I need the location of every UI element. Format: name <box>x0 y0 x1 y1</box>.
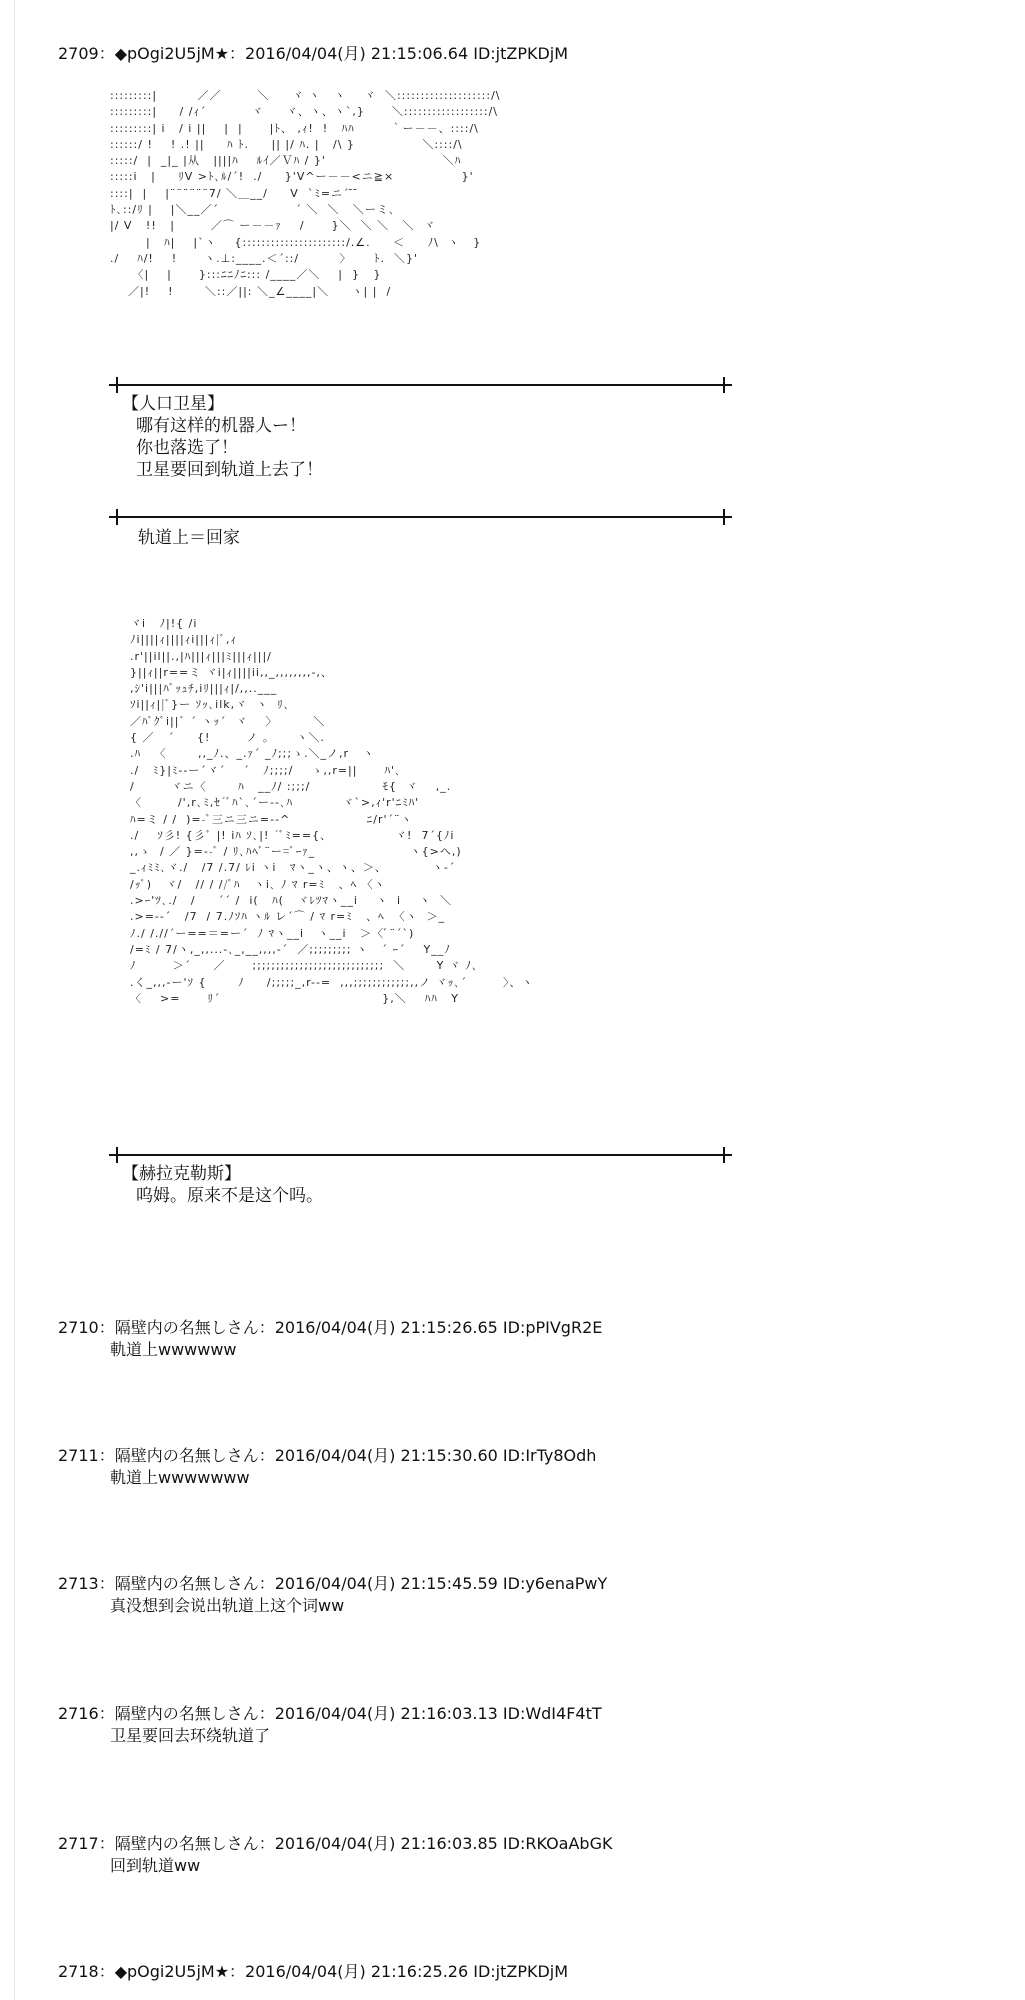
post-body-2716: 卫星要回去环绕轨道了 <box>110 1726 271 1745</box>
dialog-satellite <box>122 393 323 481</box>
post-header-2717: 2717：隔壁内の名無しさん：2016/04/04(月) 21:16:03.85 ID:RKOaAbGK <box>58 1834 613 1853</box>
ascii-art-line: :::::i | ﾘV >ﾄ､ﾙ/´! ./ }'V^ー－－<ニ≧× }' <box>110 170 474 184</box>
speaker-label: 【赫拉克勒斯】 <box>122 1164 241 1184</box>
post-body-2710: 軌道上wwwwww <box>110 1340 237 1359</box>
page-border <box>14 0 15 2000</box>
dialog-line: 你也落选了！ <box>136 438 238 458</box>
ascii-art-line: }||ｨ||r==ミ ヾi|ｨ||||ii,,_,,,,,,,,-,、 <box>130 665 333 679</box>
dialog-line: 哪有这样的机器人ー！ <box>136 416 306 436</box>
ascii-art-line: ::::::/ ! ! .! || ﾊ ﾄ. || |/ ﾊ. | /\ } ＼::::/\ <box>110 137 463 151</box>
ascii-art-line: /ｯﾞ) ヾ/ // / //ﾞﾊ ヽi､ ﾉ ﾏ r=ﾐ 、ﾍ 〈ヽ <box>130 877 386 891</box>
divider-plus-icon <box>716 1147 732 1163</box>
ascii-art-line: ./ ｿ彡! {彡ﾞ |! iﾊ ｿ､|! ´ﾞﾐ=={、 ヾ! 7´{ﾉi <box>130 828 455 842</box>
post-body-2713: 真没想到会说出轨道上这个词ww <box>110 1596 345 1615</box>
post-header-2713: 2713：隔壁内の名無しさん：2016/04/04(月) 21:15:45.59 ID:y6enaPwY <box>58 1574 608 1593</box>
post-body-2717: 回到轨道ww <box>110 1856 201 1875</box>
ascii-art-line: 〈| | }:::ﾆﾆﾉﾆ::: /____／＼ | } } <box>110 268 382 282</box>
ascii-art-line: ./ ﾐ}|ﾐ--ー´ヾ´ ´ ﾉ;;;;/ ゝ,,r=|| ﾊ'､ <box>130 763 402 777</box>
ascii-art-line: ﾉ ＞´ ／ ;;;;;;;;;;;;;;;;;;;;;;;;;;;; ＼ Y ヾ ﾉ､ <box>130 959 479 973</box>
ascii-art-line: ヾi ﾉ|!{ /i <box>130 617 198 630</box>
divider-plus-icon <box>716 377 732 393</box>
ascii-art-line: ./ ﾊ/! ! ヽ.⊥:____.＜´::/ 〉 ﾄ. ＼}' <box>110 251 419 265</box>
ascii-art-line: ／|! ! ＼::／||: ＼_∠____|＼ ヽ| | / <box>110 284 392 298</box>
ascii-art-line: ,,ゝ / ／ }=--ﾞ / ﾘ､ﾊﾍﾞ¨ー=ﾞｰｧ_ ヽ{>ヘ,) <box>130 845 462 859</box>
ascii-art-line: ﾄ､::/ﾘ | |＼__／´ ´ ＼ ＼ ＼ーミ､ <box>110 203 396 217</box>
dialog-line: 呜姆。原来不是这个吗。 <box>136 1186 323 1206</box>
ascii-art-line: ,ｼ'i|||ﾊﾞｯｭﾁ,iﾘ|||ｨ|/,,..___ <box>130 682 278 696</box>
post-header-2709: 2709：◆pOgi2U5jM★：2016/04/04(月) 21:15:06.64 ID:jtZPKDjM <box>58 44 569 63</box>
ascii-art-line: .ﾊ 〈 ,,_ﾉ.、_.ｧ´ _ﾉ;;;ゝ.＼_ノ,r ヽ <box>130 747 375 761</box>
ascii-art-line: | ﾊ| |`ヽ {::::::::::::::::::::::/.∠. ＜ ﾉ\ ヽ } <box>110 235 482 249</box>
post-body-2711: 軌道上wwwwwww <box>110 1468 250 1487</box>
ascii-art-line: :::::/ | _|_ |从 ||||ﾊ ﾙｲ／Ｖﾊ / }' ＼ﾊ <box>110 154 462 168</box>
ascii-art-line: .く_,,,-ー'ｿ { ﾉ /;;;;;_,r--= ,,,;;;;;;;;;;;;,,ノ ヾｯ､´ 〉、ヽ <box>130 975 534 989</box>
post-header-2711: 2711：隔壁内の名無しさん：2016/04/04(月) 21:15:30.60 ID:IrTy8Odh <box>58 1446 597 1465</box>
ascii-art-line: .>=--´ /7 / 7.ﾉｿﾊ ヽﾙ レ´⌒ / ﾏ r=ﾐ 、ﾍ 〈ヽ ＞_ <box>130 910 446 924</box>
divider-2 <box>110 1154 730 1156</box>
ascii-art-line: ｿi||ｨ||ﾞ}ー ｿｯ､ilk,ヾ ヽ ﾘ､ <box>130 698 291 712</box>
ascii-art-line: { ／ ´ {! ノ ｡ ヽ＼. <box>130 731 325 745</box>
ascii-art-line: |/ V !! | ／⌒ ー－－ｧ / }＼ ＼ ＼ ＼ ヾ <box>110 219 436 233</box>
post-header-2716: 2716：隔壁内の名無しさん：2016/04/04(月) 21:16:03.13 ID:WdI4F4tT <box>58 1704 602 1723</box>
post-header-2718: 2718：◆pOgi2U5jM★：2016/04/04(月) 21:16:25.26 ID:jtZPKDjM <box>58 1962 569 1981</box>
ascii-art-satellite <box>110 88 500 300</box>
dialog-line: 卫星要回到轨道上去了！ <box>136 460 323 480</box>
caption-orbit-home: 轨道上＝回家 <box>138 528 240 548</box>
divider-plus-icon <box>109 377 125 393</box>
speaker-label: 【人口卫星】 <box>122 394 224 414</box>
ascii-art-line: :::::::::| ／／ ＼ ヾ ヽ ヽ ヾ ＼::::::::::::::::::::/\ <box>110 89 501 102</box>
ascii-art-line: 〈 /',r､ﾐ,ｾ´ﾞﾊ`､´ー--､ﾊ ヾ`>,ｨ'r'ﾆﾐﾊ' <box>130 796 420 810</box>
ascii-art-line: ﾉi||||ｨ||||ｨi|||ｨ|ﾞ,ｨ <box>130 633 237 647</box>
ascii-art-line: /=ﾐ / 7/ヽ,_,,...-､_,__,,,,-´ ／;;;;;;;;; ヽ ´ ｰ´ Y__ﾉ <box>130 942 451 956</box>
ascii-art-heracles <box>130 616 534 1007</box>
ascii-art-line: ﾊ=ミ / / )=-ﾞ三ニ三ニ=--^ ﾆ/r'´¨ヽ <box>130 812 413 826</box>
divider-plus-icon <box>716 509 732 525</box>
ascii-art-line: _.ｨﾐﾐ､ヾ./ /7 /.7/ ﾚi ヽi ﾏヽ_ヽ、ヽ、＞、 ヽ-´ <box>130 861 456 875</box>
ascii-art-line: 〈 >= ﾘ´ },＼ ﾊﾊ Y <box>130 991 459 1005</box>
ascii-art-line: / ヾニ〈 ﾊ __ﾉ/ :;;;/ ﾓ{ ヾ ,_. <box>130 779 452 793</box>
divider-plus-icon <box>109 1147 125 1163</box>
post-header-2710: 2710：隔壁内の名無しさん：2016/04/04(月) 21:15:26.65 ID:pPIVgR2E <box>58 1318 603 1337</box>
ascii-art-line: ::::| | |¨¨¨¨¨¨7/ ＼＿__/ V `ﾐ=ニ´ ̄ ̄ <box>110 186 359 200</box>
divider-plus-icon <box>109 509 125 525</box>
ascii-art-line: .r'||il||.,|ﾊ|||ｨ|||ﾐ|||ｨ|||/ <box>130 649 272 663</box>
divider-bottom-1 <box>110 516 730 518</box>
dialog-heracles <box>122 1163 323 1207</box>
divider-top-1 <box>110 384 730 386</box>
ascii-art-line: :::::::::| i / i || | | |ﾄ、 ,ｨ! ! ﾊﾊ ｀ー－－、::::/\ <box>110 121 479 135</box>
ascii-art-line: ﾉ./ /.//´ー==＝=ー´ ﾉ ﾏヽ__i ヽ__i ＞〈ﾞ¨´`) <box>130 926 415 940</box>
ascii-art-line: ／ﾊﾞｸﾞi||ﾞ ´ ヽｯ´ ヾ 〉 ＼ <box>130 714 326 728</box>
ascii-art-line: :::::::::| / /ｨ´ ヾ ヾ、ヽ、ヽ`,} ＼::::::::::::::::::/\ <box>110 105 498 119</box>
ascii-art-line: .>ｰ'ﾂ､./ / ´´ / i( ﾊ( ヾﾚﾂﾏヽ__i ヽ i ヽ ＼ <box>130 894 453 908</box>
